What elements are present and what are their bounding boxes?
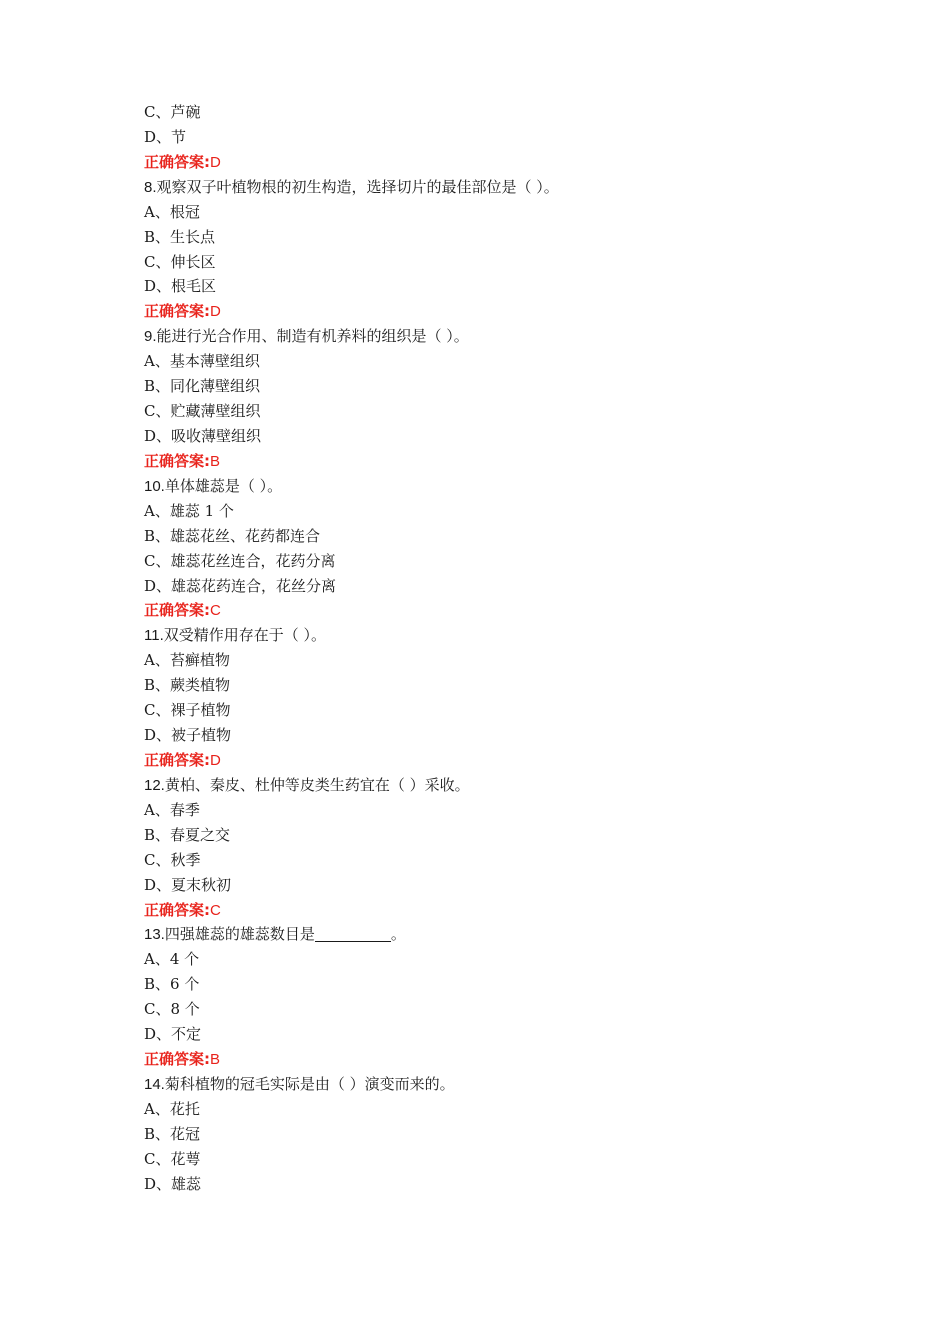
option-line: D、夏末秋初 — [144, 875, 232, 894]
answer-line — [144, 150, 844, 175]
option-line: B、生长点 — [144, 227, 216, 246]
question-line — [144, 1072, 844, 1097]
option-line: D、雄蕊 — [144, 1174, 202, 1193]
option-line: D、吸收薄壁组织 — [144, 426, 262, 445]
question-text: 黄柏、秦皮、杜仲等皮类生药宜在（ ）采收。 — [164, 775, 470, 794]
answer-value: C — [210, 602, 221, 620]
option-line: A、基本薄壁组织 — [144, 352, 260, 371]
option-line: A、春季 — [144, 800, 200, 819]
fill-in-blank — [315, 926, 391, 942]
answer-label: 正确答案: — [144, 1050, 210, 1069]
option-line: A、花托 — [144, 1099, 200, 1118]
option-line: C、裸子植物 — [144, 701, 231, 720]
option-line: B、雄蕊花丝、花药都连合 — [144, 526, 321, 545]
answer-label: 正确答案: — [144, 451, 210, 470]
answer-value: B — [210, 452, 221, 470]
option-line: C、秋季 — [144, 850, 201, 869]
option-line: A、4 个 — [144, 950, 200, 969]
answer-label: 正确答案: — [144, 900, 210, 919]
option-line: D、根毛区 — [144, 277, 217, 296]
option-line: C、雄蕊花丝连合，花药分离 — [144, 551, 336, 570]
answer-line — [144, 898, 844, 923]
answer-line — [144, 748, 844, 773]
answer-label: 正确答案: — [144, 302, 210, 321]
option-line: C、8 个 — [144, 1000, 200, 1019]
option-line: D、不定 — [144, 1025, 202, 1044]
question-line — [144, 175, 844, 200]
option-line: B、6 个 — [144, 975, 200, 994]
option-line: C、芦碗 — [144, 103, 201, 121]
question-text-end: 。 — [390, 925, 406, 944]
question-number: 8. — [144, 178, 157, 196]
option-line: D、雄蕊花药连合，花丝分离 — [144, 576, 337, 595]
option-line: B、花冠 — [144, 1124, 201, 1143]
option-line: C、贮藏薄壁组织 — [144, 402, 261, 421]
option-line: C、花萼 — [144, 1149, 201, 1168]
question-text: 双受精作用存在于（ ）。 — [163, 626, 327, 645]
answer-line — [144, 1047, 844, 1072]
option-line: C、伸长区 — [144, 252, 216, 271]
question-line — [144, 474, 844, 499]
option-line: B、同化薄壁组织 — [144, 377, 261, 396]
question-number: 9. — [144, 328, 157, 346]
question-number: 11. — [144, 627, 164, 645]
question-number: 12. — [144, 776, 165, 794]
answer-value: D — [210, 153, 221, 171]
question-text: 观察双子叶植物根的初生构造，选择切片的最佳部位是（ ）。 — [156, 177, 559, 196]
question-number: 10. — [144, 477, 165, 495]
option-line: A、苔癣植物 — [144, 651, 230, 670]
answer-line — [144, 299, 844, 324]
option-line: D、节 — [144, 127, 187, 146]
question-line — [144, 623, 844, 648]
answer-value: B — [210, 1051, 221, 1069]
question-text: 菊科植物的冠毛实际是由（ ）演变而来的。 — [164, 1074, 455, 1093]
question-text: 能进行光合作用、制造有机养料的组织是（ ）。 — [156, 327, 469, 346]
answer-label: 正确答案: — [144, 601, 210, 620]
question-line — [144, 773, 844, 798]
question-text: 单体雄蕊是（ ）。 — [164, 476, 283, 495]
option-line: B、春夏之交 — [144, 825, 231, 844]
exam-page — [144, 100, 844, 1197]
answer-line — [144, 449, 844, 474]
answer-line — [144, 598, 844, 623]
answer-value: D — [210, 751, 221, 769]
answer-label: 正确答案: — [144, 750, 210, 769]
option-line: A、根冠 — [144, 202, 200, 221]
answer-value: D — [210, 303, 221, 321]
question-number: 13. — [144, 926, 165, 944]
question-line — [144, 324, 844, 349]
question-text: 四强雄蕊的雄蕊数目是 — [164, 925, 315, 944]
answer-label: 正确答案: — [144, 152, 210, 171]
option-line: A、雄蕊 1 个 — [144, 501, 234, 520]
option-line: B、蕨类植物 — [144, 676, 231, 695]
question-line — [144, 922, 844, 947]
question-number: 14. — [144, 1075, 165, 1093]
option-line: D、被子植物 — [144, 726, 232, 745]
answer-value: C — [210, 901, 221, 919]
